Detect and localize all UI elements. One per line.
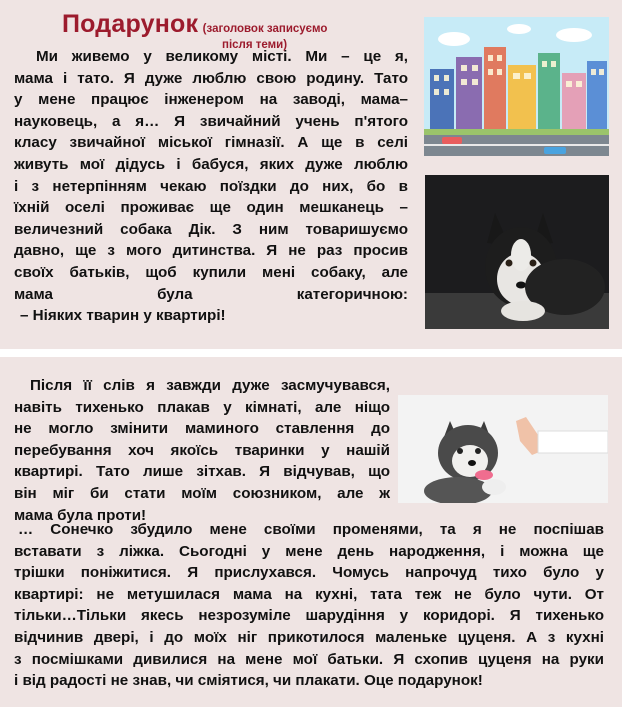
text-line: з посмішками дивилися на мене мої батьки. Я схопив цуценя на руки bbox=[14, 650, 604, 668]
paragraph-1 bbox=[14, 46, 408, 327]
slide-1 bbox=[0, 0, 622, 349]
text-line: класу звичайної міської гімназії. А ще в селі bbox=[14, 134, 408, 152]
paragraph-2 bbox=[14, 375, 390, 526]
text-line: відчинив двері, і до моїх ніг прикотилося маленьке цуценя. А з кухні bbox=[14, 628, 604, 646]
text-line: і з нетерпінням чекаю поїздки до них, бо в bbox=[14, 177, 408, 195]
text-line: – Ніяких тварин у квартирі! bbox=[20, 307, 226, 325]
story-title: Подарунок bbox=[62, 10, 199, 38]
text-line: навіть тихенько плакав у кімнаті, але ніщо bbox=[14, 398, 390, 416]
text-line: тільки…Тільки якесь незрозуміле шарудіння у коридорі. Я тихенько bbox=[14, 607, 604, 625]
text-line: їхній оселі проживає ще один мешканець – bbox=[14, 199, 408, 217]
text-line: не могло змінити маминого ставлення до bbox=[14, 420, 390, 438]
slide-2 bbox=[0, 357, 622, 707]
text-line: Після її слів я завжди дуже засмучувався, bbox=[30, 377, 390, 394]
title-note: (заголовок записуємо bbox=[202, 23, 328, 35]
text-line: перебування хоч якоїсь тваринки у нашій bbox=[14, 441, 390, 459]
text-line: величезний собака Дік. З ним товаришуємо bbox=[14, 220, 408, 238]
text-line: квартирі: не метушилася мама на кухні, тата теж не було чути. От bbox=[14, 585, 604, 603]
text-line: своїх батьків, щоб купили мені собаку, але bbox=[14, 263, 408, 281]
text-line: мама була категоричною: bbox=[14, 285, 408, 303]
text-line: вставати з ліжка. Сьогодні у мене день народження, і можна ще bbox=[14, 542, 604, 560]
husky-high-five-photo bbox=[398, 395, 608, 503]
text-line: Ми живемо у великому місті. Ми – це я, bbox=[36, 48, 408, 65]
title-note-continued: після теми) bbox=[222, 39, 288, 51]
text-line: трішки поніжитися. Я прислухався. Чомусь напрочуд тихо було у bbox=[14, 564, 604, 582]
city-illustration bbox=[424, 17, 609, 156]
text-line: квартирі. Тато лише зітхав. Я відчував, що bbox=[14, 463, 390, 481]
text-line: у мене працює інженером на заводі, мама– bbox=[14, 91, 408, 109]
text-line: … Сонечко збудило мене своїми променями, та я не поспішав bbox=[18, 521, 604, 538]
text-line: і від радості не знав, чи сміятися, чи плакати. Оце подарунок! bbox=[14, 672, 483, 690]
text-line: давно, ще з мого дитинства. Я не раз просив bbox=[14, 242, 408, 260]
husky-puppy-photo bbox=[425, 175, 609, 329]
text-line: мама і тато. Я дуже люблю свою родину. Тато bbox=[14, 69, 408, 87]
text-line: живуть мої дідусь і бабуся, яких дуже люблю bbox=[14, 155, 408, 173]
text-line: він міг би стати моїм союзником, але ж bbox=[14, 484, 390, 502]
text-line: науковець, а я… Я звичайний учень п'ятого bbox=[14, 112, 408, 130]
text-line: мама була проти! bbox=[14, 506, 147, 524]
paragraph-3 bbox=[14, 519, 604, 692]
title-row bbox=[62, 10, 327, 39]
